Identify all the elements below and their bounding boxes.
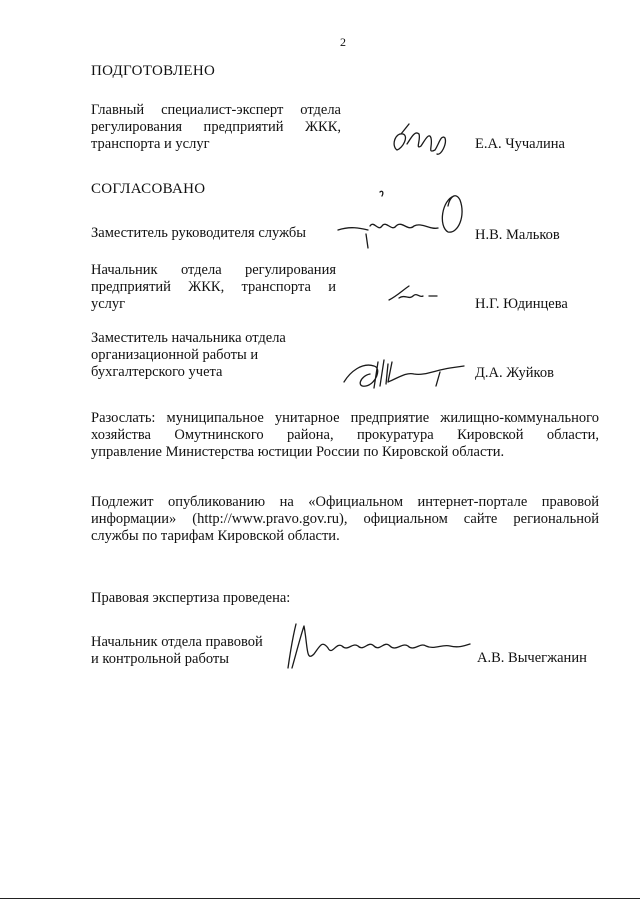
legal-review-role [91, 634, 291, 668]
signature-zhuykov [340, 352, 470, 394]
signer-2-name: Н.Г. Юдинцева [475, 296, 568, 312]
signature-malkov [330, 186, 480, 260]
role-line: транспорта и услуг [91, 136, 210, 152]
legal-review-name: А.В. Вычегжанин [477, 650, 587, 666]
signer-2-role [91, 262, 336, 313]
signature-chuchalina [385, 120, 465, 160]
legal-review-note: Правовая экспертиза проведена: [91, 590, 291, 606]
paragraph-line: информации» (http://www.pravo.gov.ru), официальном сайте региональной [91, 511, 599, 527]
role-line: Заместитель руководителя службы [91, 225, 307, 241]
paragraph-line: Подлежит опубликованию на «Официальном интернет-портале правовой [91, 494, 599, 510]
paragraph-line: Разослать: муниципальное унитарное предприятие жилищно-коммунального [91, 410, 599, 426]
paragraph-line: хозяйства Омутнинского района, прокуратура Кировской области, [91, 427, 599, 443]
page-number: 2 [340, 35, 346, 49]
prepared-role [91, 102, 341, 153]
distribution-paragraph [91, 410, 599, 461]
paragraph-line: службы по тарифам Кировской области. [91, 528, 340, 544]
role-line: предприятий ЖКК, транспорта и [91, 279, 336, 295]
signer-3-role [91, 330, 321, 381]
prepared-name: Е.А. Чучалина [475, 136, 565, 152]
signature-yudintseva [385, 282, 455, 306]
paragraph-line: управление Министерства юстиции России по Кировской области. [91, 444, 505, 460]
signature-vychegzhanin [278, 618, 474, 674]
signer-1-role [91, 225, 331, 242]
role-line: услуг [91, 296, 126, 312]
role-line: бухгалтерского учета [91, 364, 223, 380]
page-bottom-edge [0, 898, 640, 899]
prepared-heading: ПОДГОТОВЛЕНО [91, 63, 216, 79]
signer-3-name: Д.А. Жуйков [475, 365, 554, 381]
signer-1-name: Н.В. Мальков [475, 227, 560, 243]
role-line: Главный специалист-эксперт отдела [91, 102, 341, 118]
agreed-heading: СОГЛАСОВАНО [91, 181, 206, 197]
role-line: регулирования предприятий ЖКК, [91, 119, 341, 135]
role-line: Заместитель начальника отдела [91, 330, 286, 346]
role-line: Начальник отдела правовой [91, 634, 263, 650]
role-line: Начальник отдела регулирования [91, 262, 336, 278]
publication-paragraph [91, 494, 599, 545]
role-line: и контрольной работы [91, 651, 229, 667]
role-line: организационной работы и [91, 347, 259, 363]
